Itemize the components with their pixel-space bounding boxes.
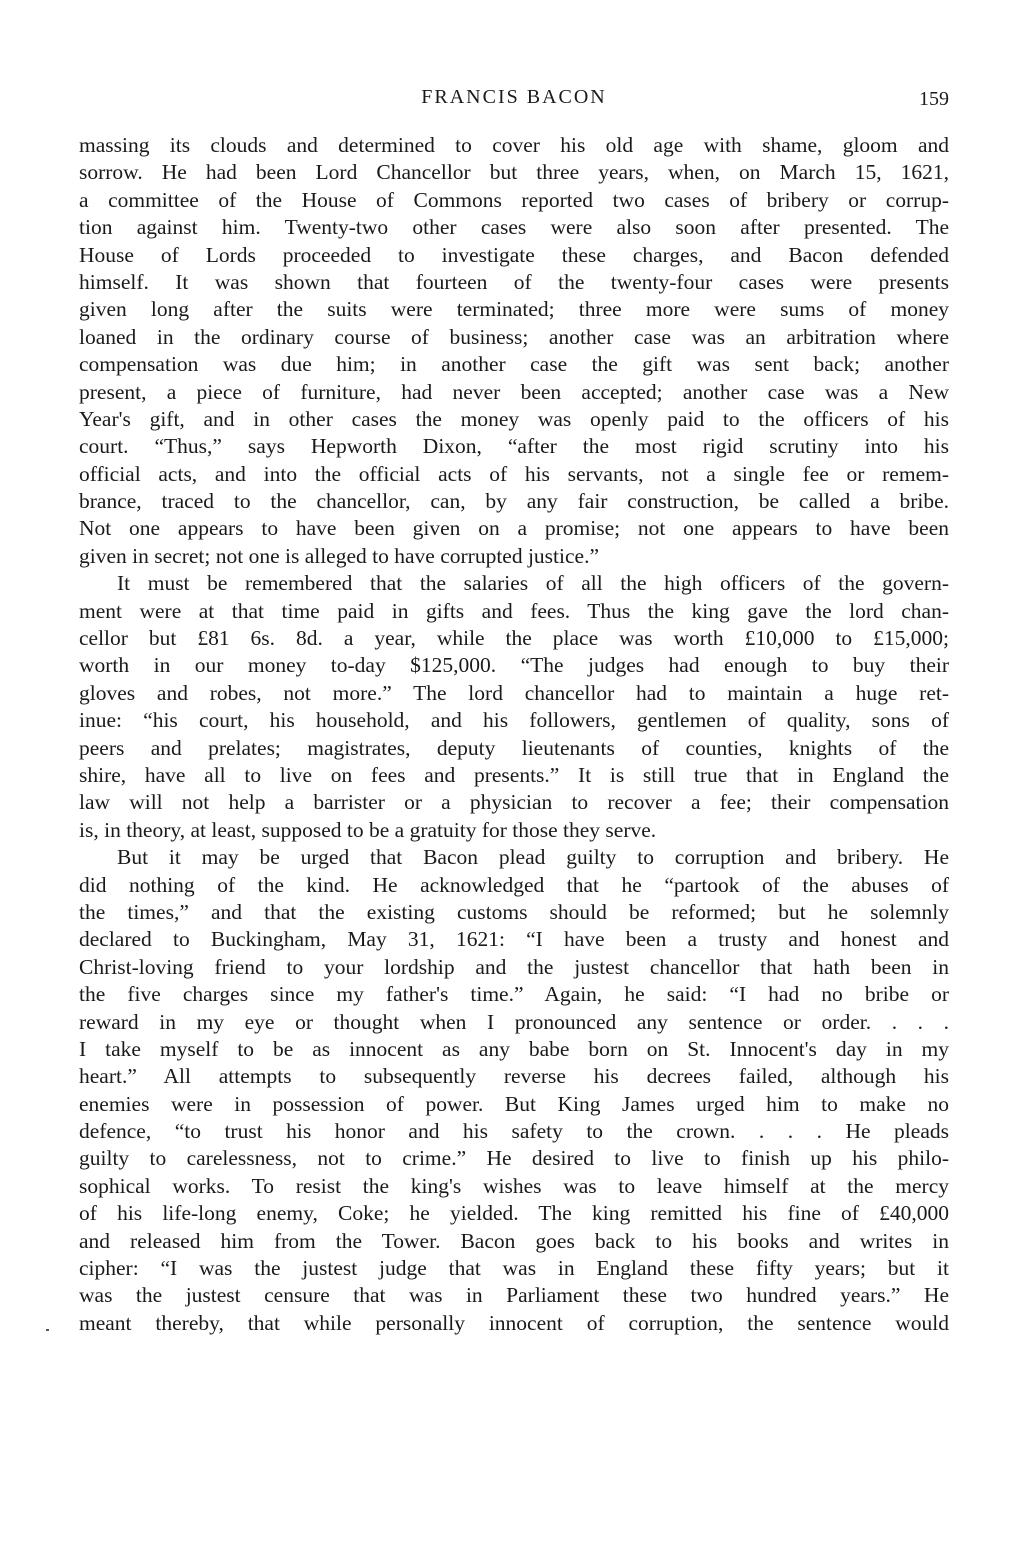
text-line: the times,” and that the existing customs should be reformed; but he solemnly xyxy=(79,899,949,924)
text-line: sorrow. He had been Lord Chancellor but three years, when, on March 15, 1621, xyxy=(79,160,949,185)
text-line: tion against him. Twenty-two other cases were also soon after presented. The xyxy=(79,215,949,240)
text-line: massing its clouds and determined to cover his old age with shame, gloom and xyxy=(79,133,949,157)
paragraph-start-line: But it may be urged that Bacon plead guilty to corruption and bribery. He xyxy=(117,845,949,870)
text-line: shire, have all to live on fees and presents.” It is still true that in England the xyxy=(79,762,949,787)
paragraph-start-line: It must be remembered that the salaries of all the high officers of the govern- xyxy=(117,571,949,596)
text-line: Christ-loving friend to your lordship and the justest chancellor that hath been in xyxy=(79,954,949,979)
text-line: defence, “to trust his honor and his safety to the crown. . . . He pleads xyxy=(79,1119,949,1144)
text-line: official acts, and into the official acts of his servants, not a single fee or remem- xyxy=(79,461,949,486)
text-line: court. “Thus,” says Hepworth Dixon, “after the most rigid scrutiny into his xyxy=(79,434,949,459)
paragraph-end-line: given in secret; not one is alleged to have corrupted justice.” xyxy=(79,543,599,568)
text-line: I take myself to be as innocent as any babe born on St. Innocent's day in my xyxy=(79,1036,949,1061)
text-line: cellor but £81 6s. 8d. a year, while the place was worth £10,000 to £15,000; xyxy=(79,626,949,651)
text-line: a committee of the House of Commons reported two cases of bribery or corrup- xyxy=(79,187,949,212)
text-line: Not one appears to have been given on a promise; not one appears to have been xyxy=(79,516,949,541)
text-line: loaned in the ordinary course of business; another case was an arbitration where xyxy=(79,324,949,349)
text-line: of his life-long enemy, Coke; he yielded. The king remitted his fine of £40,000 xyxy=(79,1201,949,1226)
text-line: guilty to carelessness, not to crime.” He desired to live to finish up his philo- xyxy=(79,1146,949,1171)
running-head: FRANCIS BACON xyxy=(421,86,607,108)
text-line: cipher: “I was the justest judge that was in England these fifty years; but it xyxy=(79,1256,949,1281)
text-line: peers and prelates; magistrates, deputy lieutenants of counties, knights of the xyxy=(79,735,949,760)
paragraph-end-line: is, in theory, at least, supposed to be a gratuity for those they serve. xyxy=(79,817,657,842)
text-line: meant thereby, that while personally innocent of corruption, the sentence would xyxy=(79,1310,949,1335)
text-line: inue: “his court, his household, and his followers, gentlemen of quality, sons of xyxy=(79,708,949,733)
text-line: law will not help a barrister or a physician to recover a fee; their compensation xyxy=(79,790,949,815)
text-line: House of Lords proceeded to investigate these charges, and Bacon defended xyxy=(79,242,949,267)
text-line: present, a piece of furniture, had never been accepted; another case was a New xyxy=(79,379,949,404)
text-line: enemies were in possession of power. But King James urged him to make no xyxy=(79,1091,949,1116)
text-line: declared to Buckingham, May 31, 1621: “I have been a trusty and honest and xyxy=(79,927,949,952)
text-line: compensation was due him; in another case the gift was sent back; another xyxy=(79,352,949,377)
text-line: brance, traced to the chancellor, can, by any fair construction, be called a bribe. xyxy=(79,489,949,514)
text-line: gloves and robes, not more.” The lord chancellor had to maintain a huge ret- xyxy=(79,680,949,705)
margin-speck xyxy=(46,1329,49,1331)
text-line: was the justest censure that was in Parliament these two hundred years.” He xyxy=(79,1283,949,1308)
text-line: himself. It was shown that fourteen of the twenty-four cases were presents xyxy=(79,269,949,294)
text-line: Year's gift, and in other cases the money was openly paid to the officers of his xyxy=(79,406,949,431)
text-line: reward in my eye or thought when I pronounced any sentence or order. . . . xyxy=(79,1009,949,1034)
page-number: 159 xyxy=(919,88,949,110)
text-line: and released him from the Tower. Bacon goes back to his books and writes in xyxy=(79,1228,949,1253)
text-line: given long after the suits were terminated; three more were sums of money xyxy=(79,297,949,322)
page-header xyxy=(79,84,949,114)
text-line: heart.” All attempts to subsequently reverse his decrees failed, although his xyxy=(79,1064,949,1089)
body-text xyxy=(79,132,949,1337)
text-line: the five charges since my father's time.” Again, he said: “I had no bribe or xyxy=(79,982,949,1007)
text-line: sophical works. To resist the king's wishes was to leave himself at the mercy xyxy=(79,1173,949,1198)
text-line: ment were at that time paid in gifts and fees. Thus the king gave the lord chan- xyxy=(79,598,949,623)
text-line: did nothing of the kind. He acknowledged that he “partook of the abuses of xyxy=(79,872,949,897)
text-line: worth in our money to-day $125,000. “The judges had enough to buy their xyxy=(79,653,949,678)
